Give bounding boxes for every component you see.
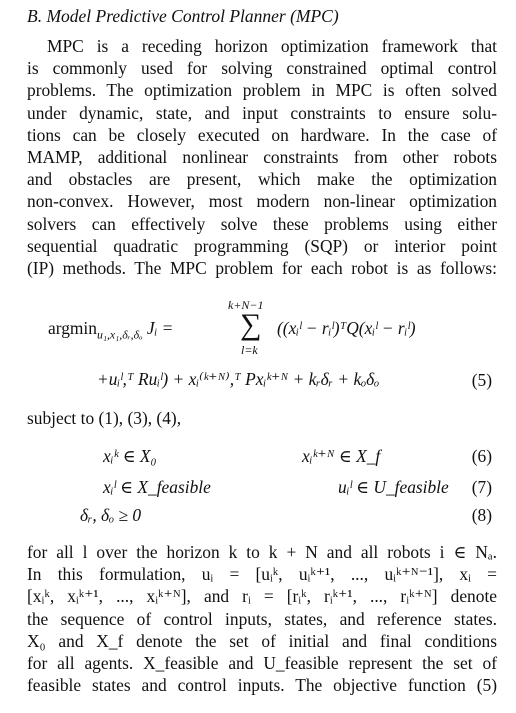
- objective-lhs: Jᵢ =: [146, 318, 174, 338]
- intro-line: sequential quadratic programming (SQP) or interior point: [27, 235, 497, 256]
- equation-number-5: (5): [471, 370, 492, 390]
- objective-line-2: +uᵢˡ,ᵀ Ruᵢˡ) + xᵢ⁽ᵏ⁺ᴺ⁾,ᵀ Pxᵢᵏ⁺ᴺ + kᵣδᵣ + kₒδₒ: [97, 369, 380, 389]
- intro-line: and obstacles are present, which make the optimization: [27, 169, 497, 190]
- sum-lower-limit: l=k: [241, 343, 258, 357]
- intro-line: tions can be closely executed on hardware. In the case of: [27, 124, 497, 145]
- constraint-7-left: xᵢˡ ∈ X_feasible: [103, 477, 211, 497]
- constraint-6-right: xᵢᵏ⁺ᴺ ∈ X_f: [302, 446, 381, 466]
- closing-line: X₀ and X_f denote the set of initial and final conditions: [27, 630, 497, 651]
- closing-line: for all agents. X_feasible and U_feasible represent the set of: [27, 653, 497, 674]
- closing-paragraph: [27, 541, 497, 696]
- intro-line: problems. The optimization problem in MPC is often solved: [27, 80, 497, 101]
- objective-line-1: ((xᵢˡ − rᵢˡ)ᵀQ(xᵢˡ − rᵢˡ): [277, 318, 416, 338]
- closing-line: for all l over the horizon k to k + N and all robots i ∈ Nₐ.: [27, 542, 497, 562]
- constraint-8-left: δᵣ, δₒ ≥ 0: [80, 505, 142, 525]
- intro-line: is commonly used for solving constrained optimal control: [27, 58, 497, 79]
- constraint-6-left: xᵢᵏ ∈ X₀: [103, 446, 157, 466]
- sum-upper-limit: k+N−1: [228, 298, 264, 312]
- closing-line: [xᵢᵏ, xᵢᵏ⁺¹, ..., xᵢᵏ⁺ᴺ], and rᵢ = [rᵢᵏ, rᵢᵏ⁺¹, ..., rᵢᵏ⁺ᴺ] denote: [27, 586, 497, 607]
- argmin-label: argmin: [48, 318, 97, 338]
- closing-line: In this formulation, uᵢ = [uᵢᵏ, uᵢᵏ⁺¹, ..., uᵢᵏ⁺ᴺ⁻¹], xᵢ =: [27, 564, 497, 585]
- constraint-7-right: uᵢˡ ∈ U_feasible: [338, 477, 449, 497]
- intro-line: MAMP, additional nonlinear constraints from other robots: [27, 147, 497, 168]
- intro-line: non-convex. However, most modern non-linear optimization: [27, 191, 497, 212]
- closing-line: feasible states and control inputs. The objective function (5): [27, 675, 497, 696]
- equation-number-6: (6): [471, 446, 492, 466]
- argmin-vars: u₁,x₁,δᵣ,δₒ: [96, 327, 143, 342]
- equation-number-7: (7): [471, 477, 492, 497]
- intro-line: under dynamic, state, and input constraints to ensure solu-: [27, 102, 497, 123]
- subject-to-text: subject to (1), (3), (4),: [27, 408, 182, 428]
- intro-line: solvers can effectively solve these problems using either: [27, 213, 497, 234]
- intro-line: MPC is a receding horizon optimization framework that: [47, 36, 497, 56]
- closing-line: the sequence of control inputs, states, and reference states.: [27, 608, 497, 629]
- intro-paragraph: [27, 35, 497, 279]
- intro-line: (IP) methods. The MPC problem for each robot is as follows:: [27, 258, 497, 279]
- section-heading: B. Model Predictive Control Planner (MPC): [27, 6, 339, 26]
- equation-number-8: (8): [471, 505, 492, 525]
- sum-symbol: ∑: [240, 308, 262, 341]
